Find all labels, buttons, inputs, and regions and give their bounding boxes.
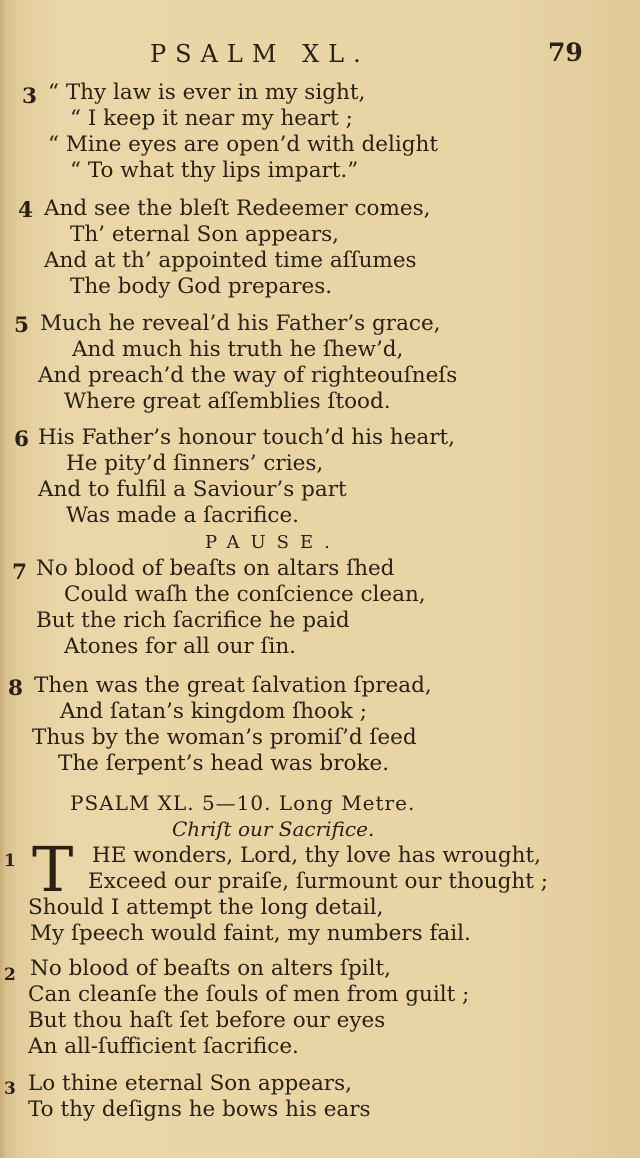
stanza-number: 3 [22, 84, 37, 109]
verse-line: Should I attempt the long detail, [28, 895, 384, 920]
verse-line: Was made a ſacrifice. [66, 503, 300, 528]
verse-line: Where great aſſemblies ſtood. [64, 389, 391, 414]
verse-line: “ To what thy lips impart.” [70, 158, 359, 183]
verse-line: And much his truth he ſhew’d, [72, 337, 404, 362]
verse-line: “ I keep it near my heart ; [70, 106, 353, 131]
running-title: PSALM XL. [150, 40, 370, 68]
stanza-number: 1 [4, 851, 16, 871]
verse-line: The ſerpent’s head was broke. [58, 751, 390, 776]
verse-line: Then was the great ſalvation ſpread, [34, 673, 432, 698]
verse-line: An all-ſufficient ſacrifice. [28, 1034, 299, 1059]
verse-line: Th’ eternal Son appears, [70, 222, 339, 247]
pause-label: PAUSE. [205, 532, 341, 553]
verse-line: My ſpeech would faint, my numbers fail. [30, 921, 471, 946]
drop-cap: T [32, 833, 74, 906]
page-number: 79 [548, 38, 583, 67]
verse-line: He pity’d ſinners’ cries, [66, 451, 324, 476]
stanza-number: 2 [4, 965, 16, 985]
psalm-heading: PSALM XL. 5—10. Long Metre. [70, 791, 416, 815]
stanza-number: 4 [18, 198, 33, 223]
verse-line: Much he reveal’d his Father’s grace, [40, 311, 441, 336]
verse-line: HE wonders, Lord, thy love has wrought, [92, 843, 541, 868]
verse-line: And at th’ appointed time aſſumes [44, 248, 417, 273]
verse-line: Exceed our praiſe, ſurmount our thought ; [88, 869, 548, 894]
stanza-number: 5 [14, 313, 29, 338]
page-header [0, 38, 640, 72]
verse-line: To thy deſigns he bows his ears [28, 1097, 371, 1122]
verse-line: The body God prepares. [70, 274, 333, 299]
stanza-number: 6 [14, 427, 29, 452]
verse-line: His Father’s honour touch’d his heart, [38, 425, 455, 450]
verse-line: And to fulfil a Saviour’s part [38, 477, 347, 502]
verse-line: “ Mine eyes are open’d with delight [48, 132, 439, 157]
verse-line: And see the bleſt Redeemer comes, [44, 196, 431, 221]
stanza-number: 7 [12, 560, 27, 585]
verse-line: Lo thine eternal Son appears, [28, 1071, 352, 1096]
verse-line: No blood of beaſts on alters ſpilt, [30, 956, 391, 981]
verse-line: Thus by the woman’s promiſ’d ſeed [32, 725, 417, 750]
verse-line: “ Thy law is ever in my sight, [48, 80, 366, 105]
stanza-number: 3 [4, 1079, 16, 1099]
verse-line: Can cleanſe the ſouls of men from guilt ; [28, 982, 470, 1007]
stanza-number: 8 [8, 676, 23, 701]
verse-line: Could waſh the conſcience clean, [64, 582, 426, 607]
verse-line: No blood of beaſts on altars ſhed [36, 556, 395, 581]
verse-line: But the rich ſacrifice he paid [36, 608, 350, 633]
verse-line: And preach’d the way of righteouſneſs [38, 363, 458, 388]
psalm-subtitle: Chriſt our Sacrifice. [172, 817, 375, 841]
verse-line: Atones for all our ſin. [64, 634, 297, 659]
verse-line: And ſatan’s kingdom ſhook ; [60, 699, 367, 724]
verse-line: But thou haſt ſet before our eyes [28, 1008, 386, 1033]
